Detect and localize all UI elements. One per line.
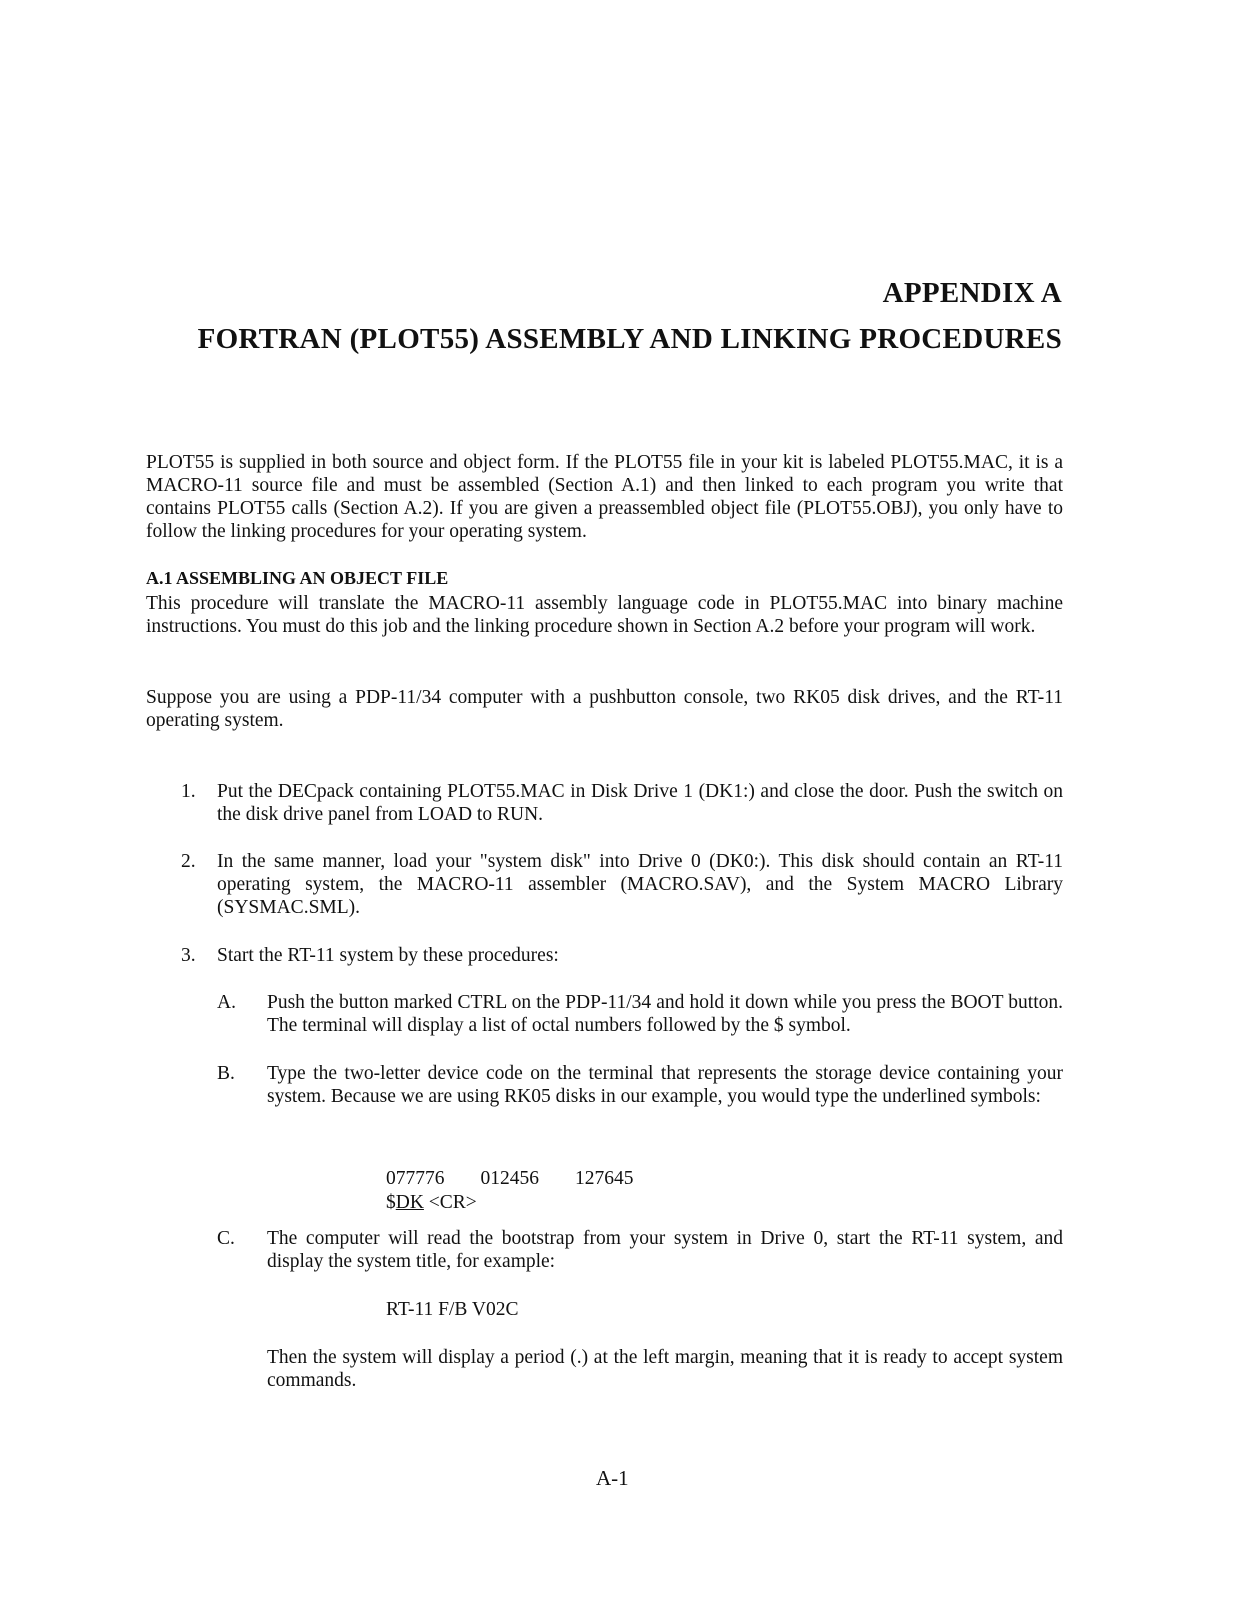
appendix-title: FORTRAN (PLOT55) ASSEMBLY AND LINKING PROCEDURES xyxy=(197,323,1062,355)
octal-value-1: 077776 xyxy=(386,1168,445,1189)
substep-a-text: Push the button marked CTRL on the PDP-11/34 and hold it down while you press the BOOT button. The terminal will display a list of octal numbers followed by the $ symbol. xyxy=(267,992,1063,1036)
step-2-text: In the same manner, load your "system disk" into Drive 0 (DK0:). This disk should contain an RT-11 operating system, the MACRO-11 assembler (MACRO.SAV), and the System MACRO Library (SYSMAC.SML). xyxy=(217,851,1063,918)
octal-output-line xyxy=(386,1167,634,1190)
substep-c-letter: C. xyxy=(217,1228,235,1249)
page-number: A-1 xyxy=(596,1466,629,1490)
octal-value-2: 012456 xyxy=(480,1168,539,1189)
section-a1-title: A.1 ASSEMBLING AN OBJECT FILE xyxy=(146,568,449,588)
closing-paragraph: Then the system will display a period (.) at the left margin, meaning that it is ready to accept system commands. xyxy=(267,1347,1063,1391)
substep-b-letter: B. xyxy=(217,1063,235,1084)
appendix-label: APPENDIX A xyxy=(882,277,1062,309)
substep-a-letter: A. xyxy=(217,992,236,1013)
substep-c-text: The computer will read the bootstrap from your system in Drive 0, start the RT-11 system, and display the system title, for example: xyxy=(267,1228,1063,1272)
boot-prompt-line xyxy=(386,1191,477,1214)
typed-device-code: DK xyxy=(395,1192,424,1213)
intro-paragraph: PLOT55 is supplied in both source and object form. If the PLOT55 file in your kit is labeled PLOT55.MAC, it is a MACRO-11 source file and must be assembled (Section A.1) and then linked to each program you write that contains PLOT55 calls (Section A.2). If you are given a preassembled object file (PLOT55.OBJ), you only have to follow the linking procedures for your operating system. xyxy=(146,452,1063,542)
section-a1-paragraph-2: Suppose you are using a PDP-11/34 computer with a pushbutton console, two RK05 disk drives, and the RT-11 operating system. xyxy=(146,687,1063,731)
prompt-cr: <CR> xyxy=(423,1192,477,1213)
substep-b-text: Type the two-letter device code on the terminal that represents the storage device containing your system. Because we are using RK05 disks in our example, you would type the underlined symbols: xyxy=(267,1063,1063,1107)
step-2-number: 2. xyxy=(181,851,196,872)
system-title-output: RT-11 F/B V02C xyxy=(386,1299,519,1320)
step-1-number: 1. xyxy=(181,781,196,802)
step-3-text: Start the RT-11 system by these procedures: xyxy=(217,945,559,966)
section-a1-paragraph-1: This procedure will translate the MACRO-11 assembly language code in PLOT55.MAC into binary machine instructions. You must do this job and the linking procedure shown in Section A.2 before your program will work. xyxy=(146,593,1063,637)
octal-value-3: 127645 xyxy=(575,1168,634,1189)
prompt-dollar: $ xyxy=(386,1192,396,1213)
step-1-text: Put the DECpack containing PLOT55.MAC in Disk Drive 1 (DK1:) and close the door. Push the switch on the disk drive panel from LOAD to RUN. xyxy=(217,781,1063,825)
step-3-number: 3. xyxy=(181,945,196,966)
